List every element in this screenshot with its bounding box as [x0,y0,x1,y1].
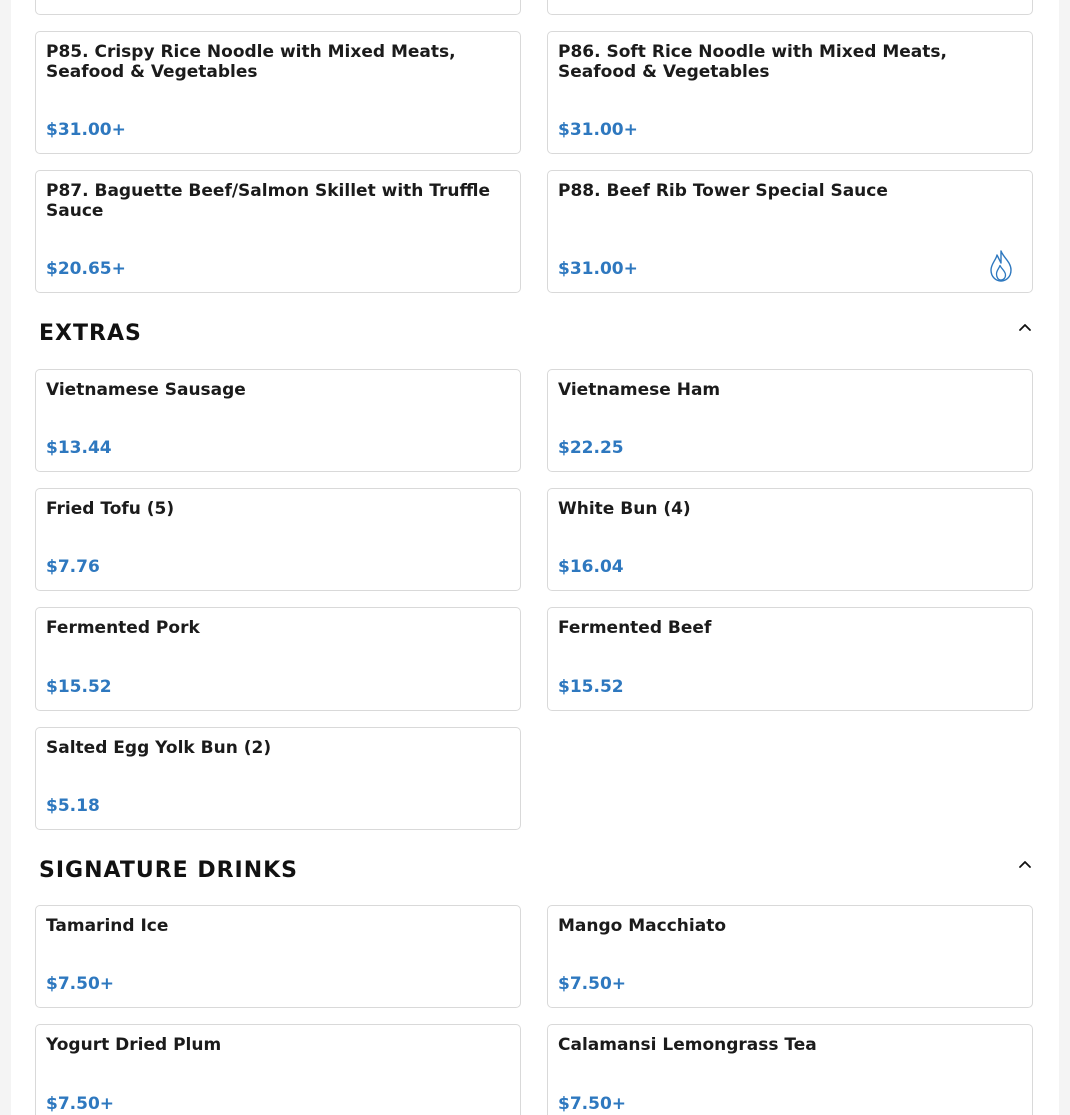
menu-item-name: Vietnamese Sausage [46,380,246,400]
menu-item-card[interactable] [35,31,521,154]
menu-item-price: $7.50+ [558,974,627,994]
menu-item-price: $5.18 [46,796,100,816]
chevron-up-icon[interactable] [1015,317,1035,337]
menu-item-card[interactable] [35,0,521,15]
menu-item-price: $7.50+ [558,1094,627,1114]
menu-item-price: $31.00+ [46,120,126,140]
menu-item-price: $15.52 [46,677,112,697]
menu-item-price: $13.44 [46,438,112,458]
menu-item-name: White Bun (4) [558,499,691,519]
menu-item-card[interactable] [547,905,1033,1008]
menu-item-card[interactable] [547,31,1033,154]
menu-item-name: Salted Egg Yolk Bun (2) [46,738,272,758]
menu-item-name: P86. Soft Rice Noodle with Mixed Meats, Seafood & Vegetables [558,42,947,82]
menu-item-card[interactable] [547,488,1033,591]
menu-item-name: Fermented Beef [558,618,712,638]
menu-item-name: Vietnamese Ham [558,380,721,400]
menu-item-card[interactable] [35,727,521,830]
menu-item-price: $31.00+ [558,120,638,140]
menu-item-price: $16.04 [558,557,624,577]
menu-item-name: P88. Beef Rib Tower Special Sauce [558,181,888,201]
menu-item-price: $15.52 [558,677,624,697]
menu-item-card[interactable] [547,0,1033,15]
menu-item-card[interactable] [547,170,1033,293]
menu-item-name: Yogurt Dried Plum [46,1035,222,1055]
menu-item-name: Fried Tofu (5) [46,499,175,519]
section-title-signature-drinks: SIGNATURE DRINKS [39,858,299,883]
menu-item-card[interactable] [35,488,521,591]
chevron-up-icon[interactable] [1015,854,1035,874]
menu-item-card[interactable] [547,1024,1033,1115]
spicy-flame-icon [988,249,1014,283]
menu-item-name: Fermented Pork [46,618,200,638]
menu-item-name: Calamansi Lemongrass Tea [558,1035,817,1055]
menu-page [11,0,1059,1115]
menu-item-card[interactable] [547,607,1033,711]
menu-item-price: $7.50+ [46,1094,115,1114]
menu-item-card[interactable] [35,369,521,472]
menu-item-card[interactable] [35,905,521,1008]
menu-item-name: P85. Crispy Rice Noodle with Mixed Meats, Seafood & Vegetables [46,42,456,82]
menu-item-card[interactable] [35,1024,521,1115]
menu-item-name: P87. Baguette Beef/Salmon Skillet with Truffle Sauce [46,181,491,221]
menu-item-card[interactable] [547,369,1033,472]
menu-item-price: $7.76 [46,557,100,577]
menu-item-card[interactable] [35,170,521,293]
section-title-extras: EXTRAS [39,321,142,346]
menu-item-price: $31.00+ [558,259,638,279]
menu-item-card[interactable] [35,607,521,711]
menu-item-price: $7.50+ [46,974,115,994]
menu-item-price: $20.65+ [46,259,126,279]
menu-item-price: $22.25 [558,438,624,458]
menu-item-name: Mango Macchiato [558,916,727,936]
menu-item-name: Tamarind Ice [46,916,169,936]
